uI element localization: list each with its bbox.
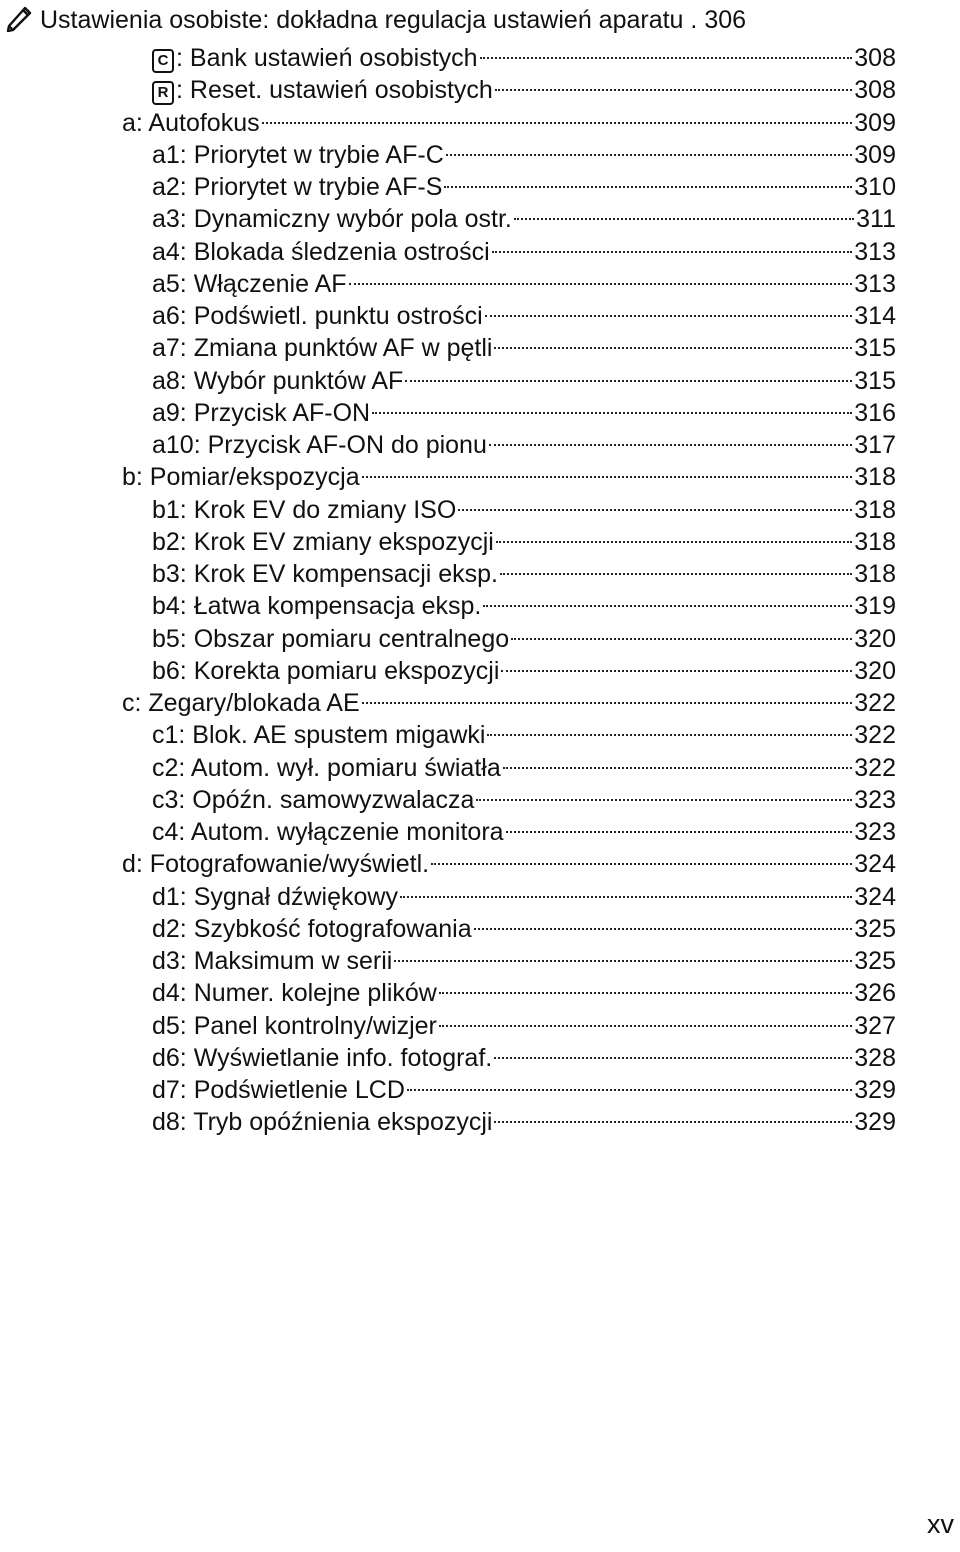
toc-leader	[394, 937, 852, 969]
toc-entry-text: c4: Autom. wyłączenie monitora	[152, 818, 504, 846]
toc-entry-text: b5: Obszar pomiaru centralnego	[152, 625, 510, 653]
toc-leader	[500, 550, 852, 582]
toc-entry-page: 309	[854, 141, 896, 169]
toc-entry-page: 308	[854, 76, 896, 104]
toc-leader	[494, 324, 852, 356]
toc-entry[interactable]	[152, 1002, 896, 1040]
toc-entry-page: 319	[854, 592, 896, 620]
toc-entry[interactable]	[152, 647, 896, 685]
toc-entry-text: b6: Korekta pomiaru ekspozycji	[152, 657, 500, 685]
toc-entry-page: 324	[854, 883, 896, 911]
toc-leader	[405, 357, 852, 389]
toc-entry-text: a8: Wybór punktów AF	[152, 367, 404, 395]
toc-entry-page: 308	[854, 44, 896, 72]
toc-leader	[458, 486, 852, 518]
toc-entry-page: 316	[854, 399, 896, 427]
toc-entry-page: 320	[854, 625, 896, 653]
toc-entry[interactable]	[152, 357, 896, 395]
toc-entry-page: 314	[854, 302, 896, 330]
toc-entry-text: c2: Autom. wył. pomiaru światła	[152, 754, 501, 782]
toc-entry[interactable]	[152, 260, 896, 298]
toc-entry[interactable]	[152, 292, 896, 330]
toc-leader	[511, 615, 852, 647]
toc-entry-page: 313	[854, 270, 896, 298]
toc-leader	[372, 389, 852, 421]
toc-entry-text: d5: Panel kontrolny/wizjer	[152, 1012, 437, 1040]
toc-leader	[506, 808, 853, 840]
toc-header-entry[interactable]	[4, 0, 894, 36]
toc-entry-text: c3: Opóźn. samowyzwalacza	[152, 786, 475, 814]
toc-entry-text: b2: Krok EV zmiany ekspozycji	[152, 528, 494, 556]
toc-entry-text: d8: Tryb opóźnienia ekspozycji	[152, 1108, 493, 1136]
toc-entry-text: b1: Krok EV do zmiany ISO	[152, 496, 457, 524]
toc-leader	[494, 1098, 852, 1130]
toc-leader	[501, 647, 852, 679]
toc-leader	[400, 873, 852, 905]
toc-entry[interactable]	[152, 744, 896, 782]
toc-entry[interactable]	[152, 776, 896, 814]
toc-entry[interactable]	[152, 195, 896, 233]
toc-entry[interactable]	[152, 615, 896, 653]
toc-entry[interactable]	[152, 969, 896, 1007]
toc-entry-text: a2: Priorytet w trybie AF-S	[152, 173, 443, 201]
toc-entry[interactable]	[122, 453, 896, 491]
pencil-icon	[4, 4, 34, 32]
toc-entry-text: d2: Szybkość fotografowania	[152, 915, 472, 943]
toc-entry-page: 320	[854, 657, 896, 685]
toc-entry-text: a1: Priorytet w trybie AF-C	[152, 141, 444, 169]
toc-entry-text: a3: Dynamiczny wybór pola ostr.	[152, 205, 512, 233]
toc-entry-page: 329	[854, 1076, 896, 1104]
toc-leader	[431, 840, 852, 872]
toc-entry-text: : Bank ustawień osobistych	[176, 44, 478, 72]
toc-entry-text: a5: Włączenie AF	[152, 270, 347, 298]
toc-entry-page: 322	[854, 721, 896, 749]
toc-entry-page: 323	[854, 786, 896, 814]
page-number: xv	[927, 1509, 954, 1539]
toc-leader	[474, 905, 853, 937]
toc-entry-page: 328	[854, 1044, 896, 1072]
toc-entry[interactable]	[152, 486, 896, 524]
toc-entry-text: a6: Podświetl. punktu ostrości	[152, 302, 483, 330]
toc-entry[interactable]	[152, 421, 896, 459]
custom-bank-icon: R	[152, 81, 174, 105]
toc-entry-page: 318	[854, 463, 896, 491]
toc-entry[interactable]	[152, 905, 896, 943]
toc-entry-text: b3: Krok EV kompensacji eksp.	[152, 560, 498, 588]
toc-leader	[439, 969, 852, 1001]
toc-leader	[514, 195, 854, 227]
toc-leader	[407, 1066, 852, 1098]
toc-entry-text: d7: Podświetlenie LCD	[152, 1076, 405, 1104]
toc-entry-text: c: Zegary/blokada AE	[122, 689, 360, 717]
toc-entry-text: : Reset. ustawień osobistych	[176, 76, 493, 104]
toc-entry-page: 309	[854, 109, 896, 137]
toc-entry-page: 315	[854, 367, 896, 395]
toc-entry-text: a4: Blokada śledzenia ostrości	[152, 238, 490, 266]
toc-entry-page: 315	[854, 334, 896, 362]
toc-entry-page: 326	[854, 979, 896, 1007]
toc-leader: .	[683, 6, 705, 34]
toc-leader	[495, 66, 852, 98]
toc-leader	[362, 679, 853, 711]
toc-entry[interactable]	[152, 389, 896, 427]
toc-entry-page: 323	[854, 818, 896, 846]
toc-entry-page: 318	[854, 528, 896, 556]
toc-entry-page: 322	[854, 689, 896, 717]
toc-leader	[476, 776, 852, 808]
toc-leader	[503, 744, 853, 776]
toc-entry[interactable]	[152, 1034, 896, 1072]
toc-entry[interactable]	[152, 131, 896, 169]
toc-entry[interactable]	[152, 550, 896, 588]
toc-leader	[446, 131, 853, 163]
toc-leader	[439, 1002, 852, 1034]
toc-entry-text: a9: Przycisk AF-ON	[152, 399, 371, 427]
toc-entry-page: 317	[854, 431, 896, 459]
toc-entry-page: 318	[854, 496, 896, 524]
toc-entry[interactable]	[152, 163, 896, 201]
toc-entry-text: c1: Blok. AE spustem migawki	[152, 721, 486, 749]
toc-entry[interactable]	[152, 1066, 896, 1104]
toc-entry-page: 311	[856, 205, 896, 233]
toc-entry-text: a7: Zmiana punktów AF w pętli	[152, 334, 493, 362]
toc-entry-page: 325	[854, 947, 896, 975]
toc-entry-page: 313	[854, 238, 896, 266]
toc-entry-page: 322	[854, 754, 896, 782]
toc-entry-page: 318	[854, 560, 896, 588]
toc-entry[interactable]	[152, 324, 896, 362]
toc-entry[interactable]	[122, 99, 896, 137]
custom-bank-icon: C	[152, 49, 174, 73]
toc-entry-label	[152, 1106, 492, 1138]
toc-entry-text: b: Pomiar/ekspozycja	[122, 463, 360, 491]
toc-entry-page: 327	[854, 1012, 896, 1040]
toc-entry[interactable]	[152, 937, 896, 975]
toc-entry[interactable]	[122, 840, 896, 878]
toc-entry-text: d1: Sygnał dźwiękowy	[152, 883, 398, 911]
toc-leader	[480, 34, 853, 66]
toc-entry-page: 325	[854, 915, 896, 943]
toc-entry-text: b4: Łatwa kompensacja eksp.	[152, 592, 482, 620]
toc-leader	[489, 421, 852, 453]
toc-entry-page: 306	[704, 6, 747, 34]
toc-entry[interactable]	[152, 518, 896, 556]
toc-entry-label: Ustawienia osobiste: dokładna regulacja ustawień aparatu	[40, 6, 684, 34]
toc-entry[interactable]	[152, 1098, 896, 1136]
toc-leader	[444, 163, 852, 195]
toc-entry-page: 310	[854, 173, 896, 201]
toc-entry-text: a10: Przycisk AF-ON do pionu	[152, 431, 487, 459]
toc-leader	[496, 518, 852, 550]
toc-entry-text: d3: Maksimum w serii	[152, 947, 393, 975]
toc-entry[interactable]	[152, 582, 896, 620]
toc-leader	[362, 453, 853, 485]
toc-leader	[494, 1034, 852, 1066]
toc-entry[interactable]	[152, 808, 896, 846]
toc-leader	[485, 292, 853, 324]
toc-entry-text: d6: Wyświetlanie info. fotograf.	[152, 1044, 493, 1072]
toc-leader	[492, 228, 853, 260]
toc-leader	[487, 711, 852, 743]
toc-entry[interactable]	[152, 711, 896, 749]
toc-entry[interactable]	[122, 679, 896, 717]
toc-entry[interactable]	[152, 873, 896, 911]
toc-leader	[349, 260, 853, 292]
toc-entry-text: d4: Numer. kolejne plików	[152, 979, 437, 1007]
toc-entry-page: 329	[854, 1108, 896, 1136]
toc-leader	[262, 99, 853, 131]
toc-entry[interactable]	[152, 66, 896, 104]
toc-entry-text: a: Autofokus	[122, 109, 260, 137]
toc-entry-text: d: Fotografowanie/wyświetl.	[122, 850, 430, 878]
toc-entry-page: 324	[854, 850, 896, 878]
toc-entry[interactable]	[152, 34, 896, 72]
toc-leader	[483, 582, 852, 614]
toc-entry[interactable]	[152, 228, 896, 266]
